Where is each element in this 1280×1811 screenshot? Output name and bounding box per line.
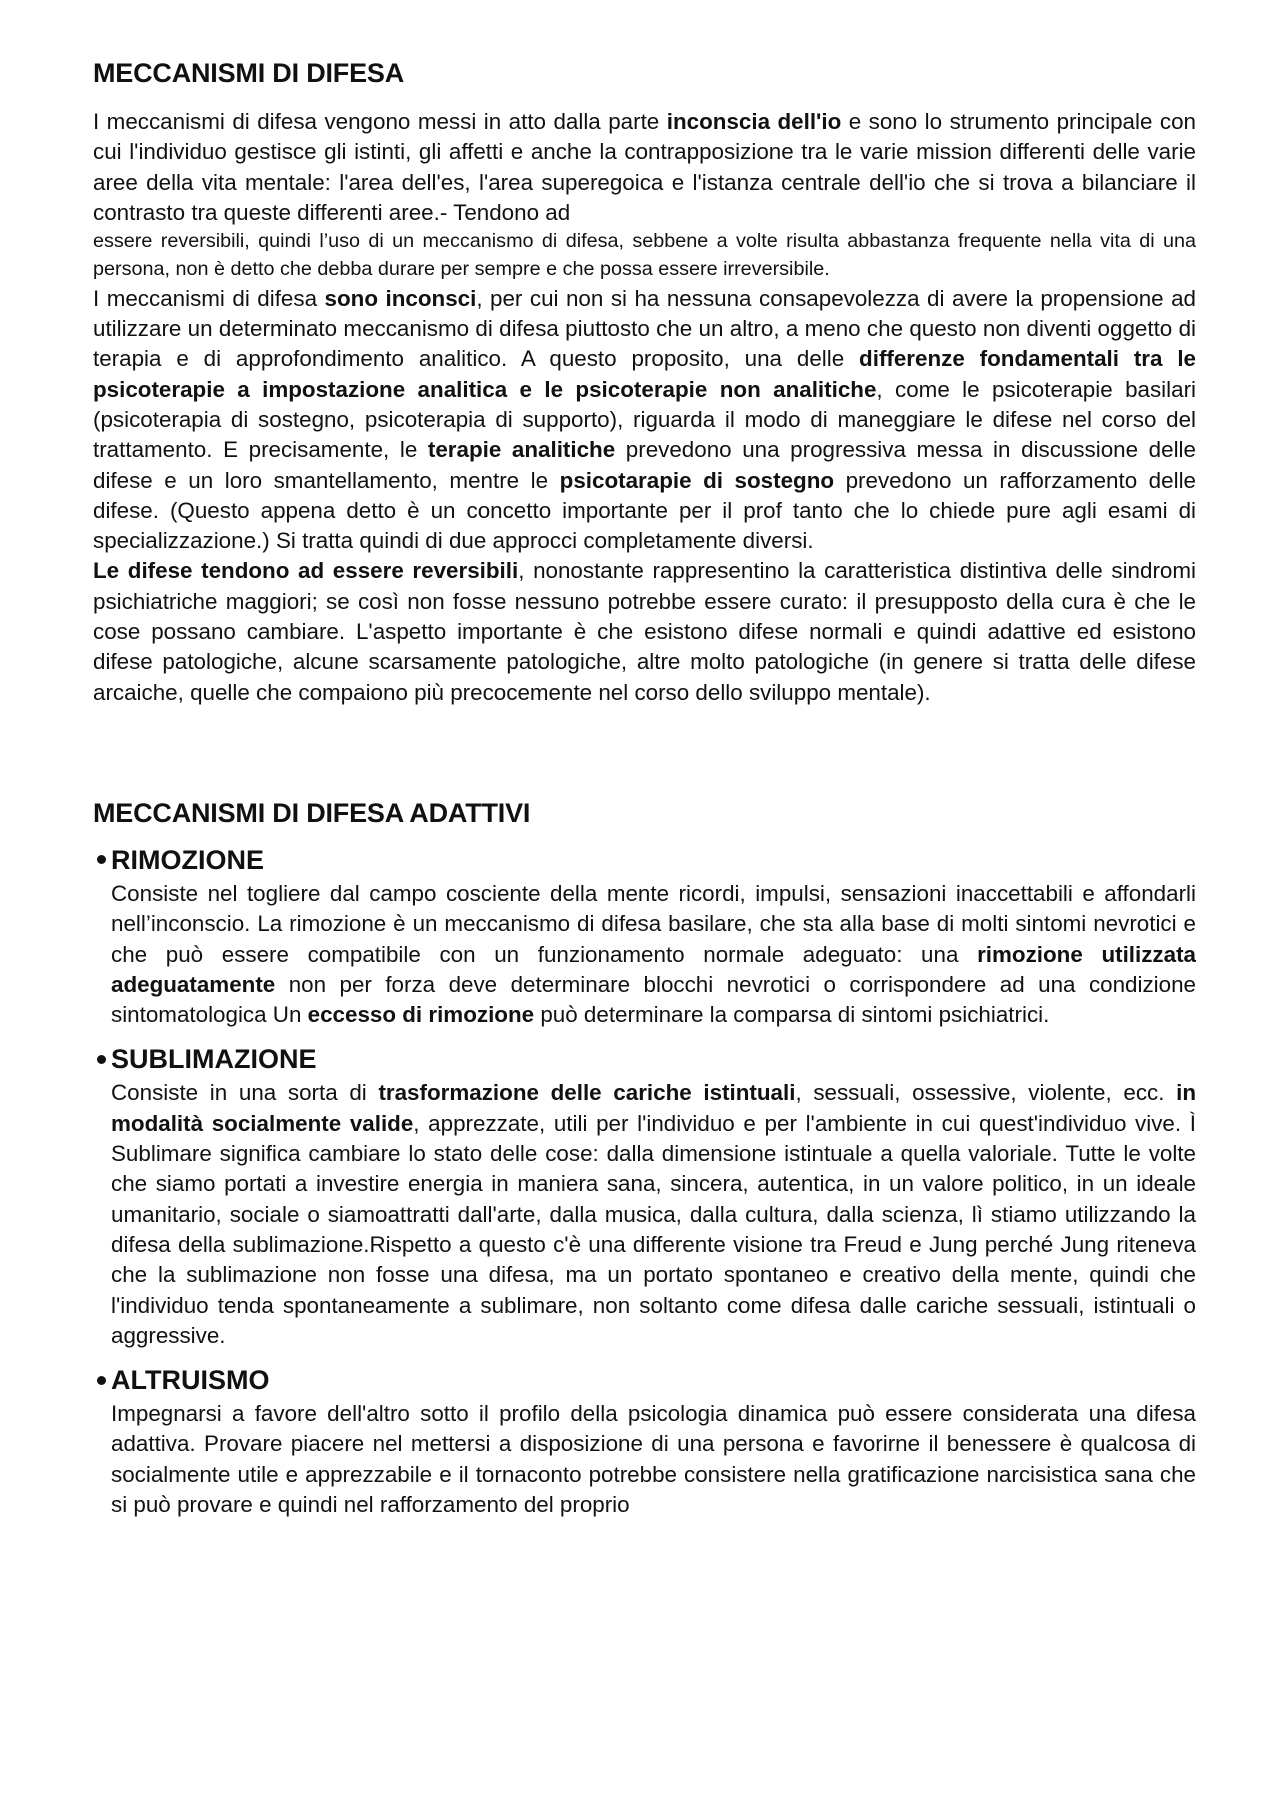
item-title: SUBLIMAZIONE bbox=[111, 1044, 317, 1075]
list-item bbox=[93, 1363, 1196, 1520]
bullet-icon bbox=[97, 855, 106, 864]
bold-text: terapie analitiche bbox=[427, 437, 616, 463]
item-text: Consiste nel togliere dal campo cosciente della mente ricordi, impulsi, sensazioni inaccettabili e affondarli nell’inconscio. La rimozione è un meccanismo di difesa basilare, che sta alla base di molti sintomi nevrotici e che può essere compatibile con un funzionamento normale adeguato: una rimozione utilizzata adeguatamente non per forza deve determinare blocchi nevrotici o corrispondere ad una condizione sintomatologica Un eccesso di rimozione può determinare la comparsa di sintomi psichiatrici. bbox=[111, 880, 1196, 1028]
bold-text: in modalità socialmente valide bbox=[111, 1080, 1197, 1136]
bold-text: trasformazione delle cariche istintuali bbox=[378, 1080, 796, 1106]
document-page bbox=[93, 58, 1196, 1520]
section-title: MECCANISMI DI DIFESA bbox=[93, 58, 405, 88]
item-title: ALTRUISMO bbox=[111, 1365, 270, 1396]
bold-text: sono inconsci bbox=[324, 285, 477, 311]
bold-text: rimozione utilizzata adeguatamente bbox=[111, 941, 1196, 997]
paragraph: Le difese tendono ad essere reversibili, nonostante rappresentino la caratteristica distintiva delle sindromi psichiatriche maggiori; se così non fosse nessuno potrebbe essere curato: il presupposto della cura è che le cose possano cambiare. L'aspetto importante è che esistono difese normali e quindi adattive ed esistono difese patologiche, alcune scarsamente patologiche, altre molto patologiche (in genere si tratta delle difese arcaiche, quelle che compaiono più precocemente nel corso dello sviluppo mentale). bbox=[93, 558, 1196, 705]
paragraph: I meccanismi di difesa vengono messi in atto dalla parte inconscia dell'io e sono lo strumento principale con cui l'individuo gestisce gli istinti, gli affetti e anche la contrapposizione tra le varie mission differenti delle varie aree della vita mentale: l'area dell'es, l'area superegoica e l'istanza centrale dell'io che si trova a bilanciare il contrasto tra queste differenti aree.- Tendono ad bbox=[93, 109, 1196, 225]
list-item bbox=[93, 1042, 1196, 1351]
bullet-icon bbox=[97, 1055, 106, 1064]
bold-text: eccesso di rimozione bbox=[307, 1002, 535, 1028]
bullet-icon bbox=[97, 1376, 106, 1385]
bold-text: inconscia dell'io bbox=[666, 109, 842, 134]
paragraph-small: essere reversibili, quindi l’uso di un meccanismo di difesa, sebbene a volte risulta abbastanza frequente nella vita di una persona, non è detto che debba durare per sempre e che possa essere irreversibile. bbox=[93, 230, 1196, 280]
list-item bbox=[93, 843, 1196, 1030]
item-text: Consiste in una sorta di trasformazione delle cariche istintuali, sessuali, ossessive, violente, ecc. in modalità socialmente valide, apprezzate, utili per l'individuo e per l'ambiente in cui quest'individuo vive. Ì Sublimare significa cambiare lo stato delle cose: dalla dimensione istintuale a quella valoriale. Tutte le volte che siamo portati a investire energia in maniera sana, sincera, autentica, in un valore politico, in un ideale umanitario, sociale o siamoattratti dall'arte, dalla musica, dalla cultura, dalla scienza, lì stiamo utilizzando la difesa della sublimazione.Rispetto a questo c'è una differente visione tra Freud e Jung perché Jung riteneva che la sublimazione non fosse una difesa, ma un portato spontaneo e creativo della mente, quindi che l'individuo tenda spontaneamente a sublimare, non soltanto come difesa dalle cariche sessuali, istintuali o aggressive. bbox=[111, 1080, 1197, 1348]
item-title: RIMOZIONE bbox=[111, 844, 264, 875]
bold-text: differenze fondamentali tra le psicoterapie a impostazione analitica e le psicoterapie non analitiche bbox=[93, 346, 1197, 402]
paragraph: I meccanismi di difesa sono inconsci, per cui non si ha nessuna consapevolezza di avere la propensione ad utilizzare un determinato meccanismo di difesa piuttosto che un altro, a meno che questo non diventi oggetto di terapia e di approfondimento analitico. A questo proposito, una delle differenze fondamentali tra le psicoterapie a impostazione analitica e le psicoterapie non analitiche, come le psicoterapie basilari (psicoterapia di sostegno, psicoterapia di supporto), riguarda il modo di maneggiare le difese nel corso del trattamento. E precisamente, le terapie analitiche prevedono una progressiva messa in discussione delle difese e un loro smantellamento, mentre le psicotarapie di sostegno prevedono un rafforzamento delle difese. (Questo appena detto è un concetto importante per il prof tanto che lo chiede pure agli esami di specializzazione.) Si tratta quindi di due approcci completamente diversi. bbox=[93, 285, 1197, 554]
bold-text: Le difese tendono ad essere reversibili bbox=[93, 558, 519, 584]
item-text: Impegnarsi a favore dell'altro sotto il profilo della psicologia dinamica può essere considerata una difesa adattiva. Provare piacere nel mettersi a disposizione di una persona e favorirne il benessere è qualcosa di socialmente utile e apprezzabile e il tornaconto potrebbe consistere nella gratificazione narcisistica sana che si può provare e quindi nel rafforzamento del proprio bbox=[111, 1401, 1196, 1517]
section-title: MECCANISMI DI DIFESA ADATTIVI bbox=[93, 797, 531, 828]
bold-text: psicotarapie di sostegno bbox=[559, 467, 835, 493]
